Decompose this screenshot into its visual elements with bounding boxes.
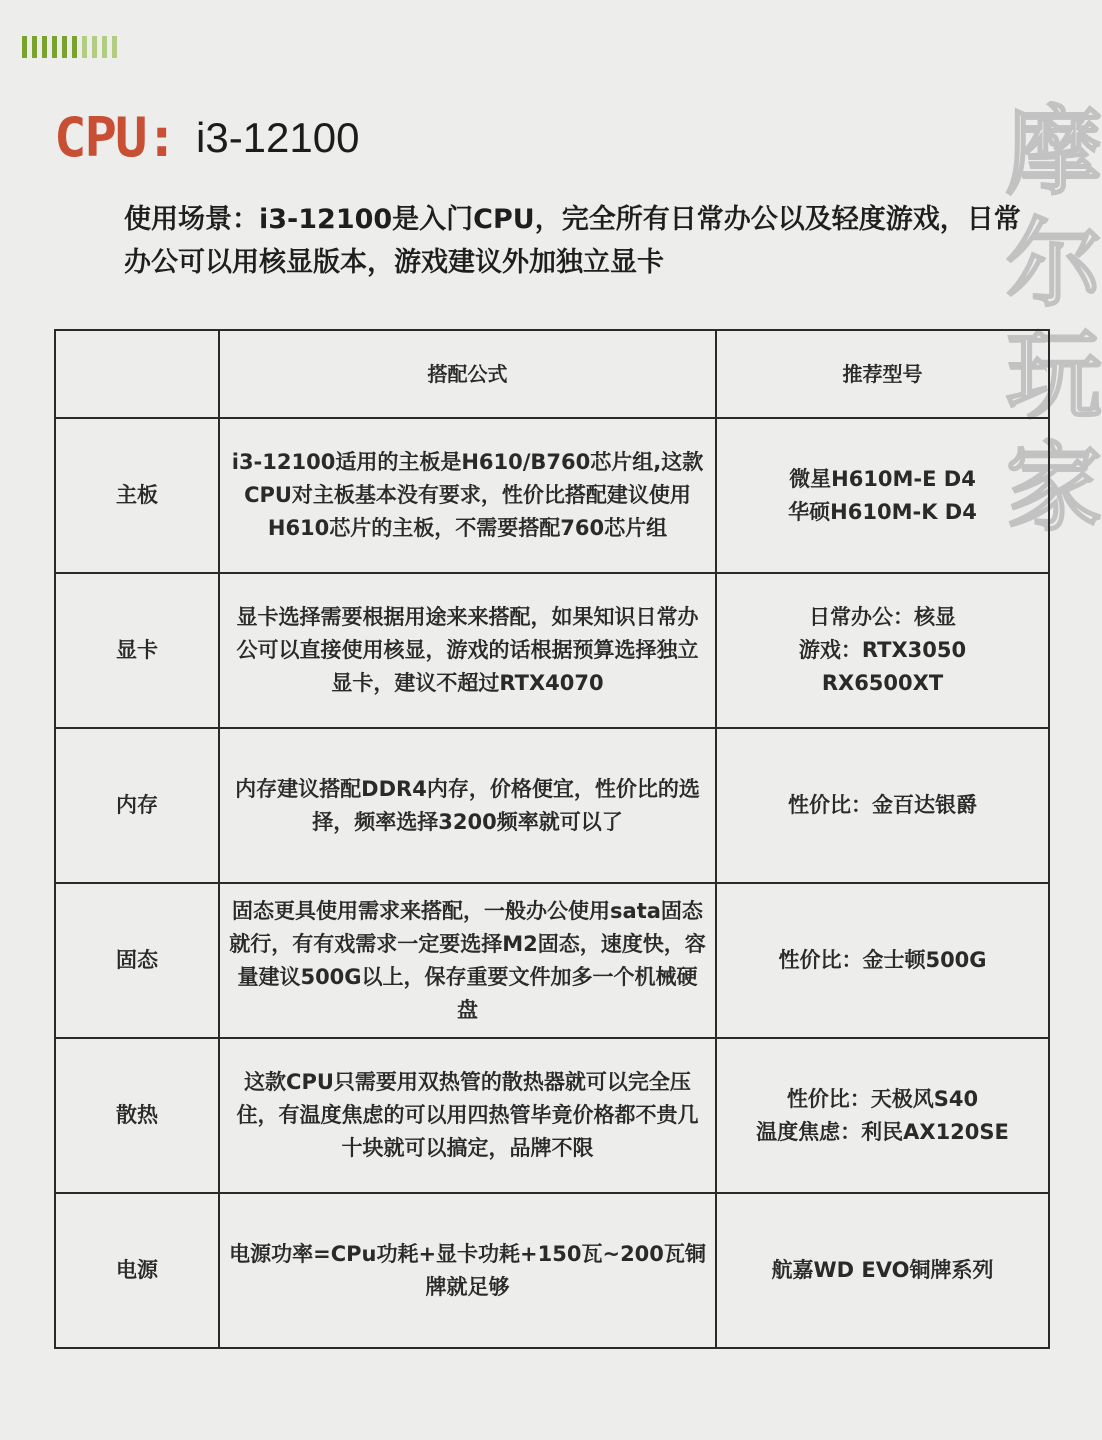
recommend-item: 微星H610M-E D4 <box>789 466 976 491</box>
component-name: 主板 <box>55 418 219 573</box>
recommend-item: 温度焦虑：利民AX120SE <box>756 1119 1009 1144</box>
formula-cell: 内存建议搭配DDR4内存，价格便宜，性价比的选择，频率选择3200频率就可以了 <box>219 728 716 883</box>
header-cell-empty <box>55 330 219 418</box>
config-table <box>54 329 1050 1349</box>
recommend-cell <box>716 883 1049 1038</box>
recommend-item: 性价比：金士顿500G <box>778 948 987 972</box>
cpu-label: CPU: <box>54 106 177 169</box>
header-cell-recommend: 推荐型号 <box>716 330 1049 418</box>
cpu-model: i3-12100 <box>196 114 360 161</box>
bar-mark <box>112 36 117 58</box>
component-name: 内存 <box>55 728 219 883</box>
watermark-char: 家 <box>1006 432 1102 544</box>
formula-cell: i3-12100适用的主板是H610/B760芯片组,这款CPU对主板基本没有要求，性价比搭配建议使用H610芯片的主板，不需要搭配760芯片组 <box>219 418 716 573</box>
table-header-row <box>55 330 1049 418</box>
table-row-memory <box>55 728 1049 883</box>
component-name: 散热 <box>55 1038 219 1193</box>
bar-mark <box>102 36 107 58</box>
recommend-cell <box>716 728 1049 883</box>
bar-mark <box>72 36 77 58</box>
recommend-cell <box>716 1193 1049 1348</box>
recommend-item: 华硕H610M-K D4 <box>788 499 977 524</box>
component-name: 电源 <box>55 1193 219 1348</box>
table-row-cooler <box>55 1038 1049 1193</box>
watermark-char: 尔 <box>1006 208 1102 320</box>
recommend-cell <box>716 418 1049 573</box>
recommend-item: 游戏：RTX3050 <box>798 638 967 662</box>
component-name: 固态 <box>55 883 219 1038</box>
component-name: 显卡 <box>55 573 219 728</box>
table-row-gpu <box>55 573 1049 728</box>
decorative-bars <box>22 36 117 58</box>
bar-mark <box>32 36 37 58</box>
recommend-item: 航嘉WD EVO铜牌系列 <box>771 1258 994 1282</box>
bar-mark <box>82 36 87 58</box>
watermark-char: 玩 <box>1006 320 1102 432</box>
bar-mark <box>22 36 27 58</box>
table-row-psu <box>55 1193 1049 1348</box>
recommend-cell <box>716 1038 1049 1193</box>
bar-mark <box>52 36 57 58</box>
bar-mark <box>42 36 47 58</box>
recommend-item: 性价比：金百达银爵 <box>788 793 977 817</box>
usage-scenario: 使用场景：i3-12100是入门CPU，完全所有日常办公以及轻度游戏，日常办公可以用核显版本，游戏建议外加独立显卡 <box>124 204 1021 278</box>
formula-cell: 这款CPU只需要用双热管的散热器就可以完全压住，有温度焦虑的可以用四热管毕竟价格都不贵几十块就可以搞定，品牌不限 <box>219 1038 716 1193</box>
bar-mark <box>62 36 67 58</box>
bar-mark <box>92 36 97 58</box>
formula-cell: 固态更具使用需求来搭配，一般办公使用sata固态就行，有有戏需求一定要选择M2固态，速度快，容量建议500G以上，保存重要文件加多一个机械硬盘 <box>219 883 716 1038</box>
watermark-char: 摩 <box>1006 96 1102 208</box>
table-row-motherboard <box>55 418 1049 573</box>
recommend-item: 日常办公：核显 <box>809 605 956 629</box>
recommend-item: 性价比：天极风S40 <box>786 1086 979 1111</box>
formula-cell: 显卡选择需要根据用途来来搭配，如果知识日常办公可以直接使用核显，游戏的话根据预算选择独立显卡，建议不超过RTX4070 <box>219 573 716 728</box>
recommend-cell <box>716 573 1049 728</box>
recommend-item: RX6500XT <box>821 671 944 695</box>
header-cell-formula: 搭配公式 <box>219 330 716 418</box>
table-row-ssd <box>55 883 1049 1038</box>
formula-cell: 电源功率=CPu功耗+显卡功耗+150瓦~200瓦铜牌就足够 <box>219 1193 716 1348</box>
